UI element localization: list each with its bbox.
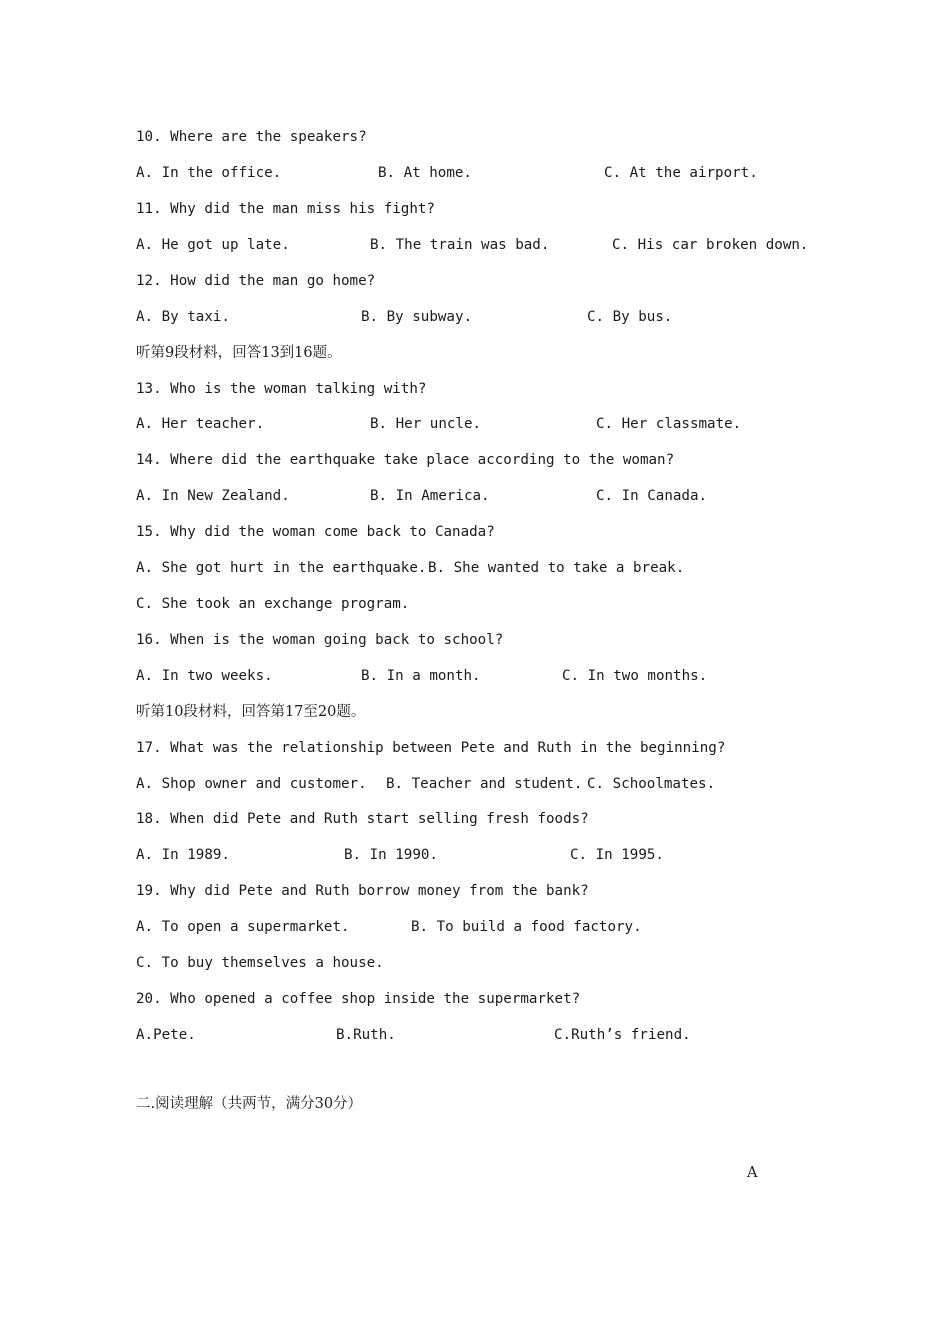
question-12-option-b: B. By subway. (361, 309, 473, 325)
question-15-option-c: C. She took an exchange program. (136, 596, 410, 612)
question-11-stem: 11. Why did the man miss his fight? (136, 201, 435, 217)
question-14-option-c: C. In Canada. (596, 488, 708, 504)
question-18-option-b: B. In 1990. (344, 847, 438, 863)
section-9-instruction: 听第9段材料，回答13到16题。 (136, 345, 342, 361)
question-11-option-c: C. His car broken down. (612, 237, 809, 253)
question-20-option-a: A.Pete. (136, 1027, 196, 1043)
question-13-option-c: C. Her classmate. (596, 416, 742, 432)
question-15-option-b: B. She wanted to take a break. (428, 560, 685, 576)
question-20-stem: 20. Who opened a coffee shop inside the supermarket? (136, 991, 581, 1007)
section-10-instruction: 听第10段材料，回答第17至20题。 (136, 704, 366, 720)
question-18-option-a: A. In 1989. (136, 847, 230, 863)
question-13-stem: 13. Who is the woman talking with? (136, 381, 427, 397)
question-16-stem: 16. When is the woman going back to school? (136, 632, 504, 648)
part-2-heading: 二.阅读理解（共两节，满分30分） (136, 1096, 363, 1112)
question-17-option-b: B. Teacher and student. (386, 776, 583, 792)
question-12-option-c: C. By bus. (587, 309, 673, 325)
question-15-stem: 15. Why did the woman come back to Canada? (136, 524, 495, 540)
question-20-option-b: B.Ruth. (336, 1027, 396, 1043)
question-14-stem: 14. Where did the earthquake take place according to the woman? (136, 452, 675, 468)
question-18-stem: 18. When did Pete and Ruth start selling fresh foods? (136, 811, 589, 827)
question-17-stem: 17. What was the relationship between Pete and Ruth in the beginning? (136, 740, 726, 756)
question-16-option-a: A. In two weeks. (136, 668, 273, 684)
question-11-option-a: A. He got up late. (136, 237, 290, 253)
question-13-option-b: B. Her uncle. (370, 416, 482, 432)
question-19-option-c: C. To buy themselves a house. (136, 955, 384, 971)
question-18-option-c: C. In 1995. (570, 847, 664, 863)
question-17-option-a: A. Shop owner and customer. (136, 776, 367, 792)
passage-a-label: A (747, 1165, 758, 1181)
question-16-option-b: B. In a month. (361, 668, 481, 684)
question-13-option-a: A. Her teacher. (136, 416, 265, 432)
question-20-option-c: C.Ruth’s friend. (554, 1027, 691, 1043)
question-19-option-b: B. To build a food factory. (411, 919, 642, 935)
question-14-option-b: B. In America. (370, 488, 490, 504)
question-10-option-a: A. In the office. (136, 165, 282, 181)
question-11-option-b: B. The train was bad. (370, 237, 550, 253)
question-15-option-a: A. She got hurt in the earthquake. (136, 560, 427, 576)
question-12-option-a: A. By taxi. (136, 309, 230, 325)
question-19-option-a: A. To open a supermarket. (136, 919, 350, 935)
question-12-stem: 12. How did the man go home? (136, 273, 376, 289)
question-10-option-c: C. At the airport. (604, 165, 758, 181)
question-16-option-c: C. In two months. (562, 668, 708, 684)
question-10-option-b: B. At home. (378, 165, 472, 181)
question-14-option-a: A. In New Zealand. (136, 488, 290, 504)
question-19-stem: 19. Why did Pete and Ruth borrow money from the bank? (136, 883, 589, 899)
question-17-option-c: C. Schoolmates. (587, 776, 716, 792)
question-10-stem: 10. Where are the speakers? (136, 129, 367, 145)
